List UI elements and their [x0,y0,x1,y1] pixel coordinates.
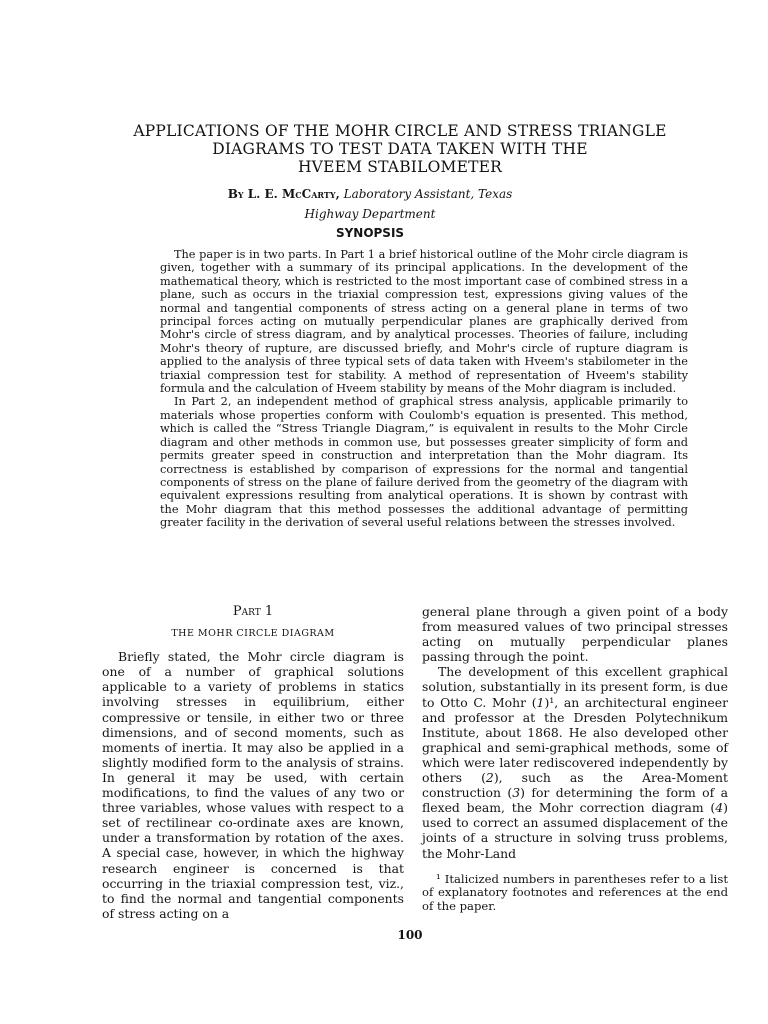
author-name: By L. E. McCarty, [227,187,340,201]
part-heading: Part 1 [232,604,274,619]
section-heading: THE MOHR CIRCLE DIAGRAM [171,628,335,640]
page-number: 100 [397,928,423,942]
author-role: Laboratory Assistant, Texas [343,187,513,201]
synopsis-body [160,248,688,530]
body-paragraph-continued: general plane through a given point of a body from measured values of two principal stresses acting on mutually perpendicular planes passing through the point. [422,604,728,665]
paper-title [120,122,680,176]
synopsis-paragraph-1: The paper is in two parts. In Part 1 a brief historical outline of the Mohr circle diagram is given, together with a summary of its principal applications. In the development of the mathematical theory, which is restricted to the most important case of combined stress in a plane, such as occurs in the triaxial compression test, expressions giving values of the normal and tangential components of stress acting on a general plane in terms of two principal forces acting on mutually perpendicular planes are graphically derived from Mohr's circle of stress diagram, and by analytical processes. Theories of failure, including Mohr's theory of rupture, are discussed briefly, and Mohr's circle of rupture diagram is applied to the analysis of three typical sets of data taken with Hveem's stabilometer in the triaxial compression test for stability. A method of representation of Hveem's stability formula and the calculation of Hveem stability by means of the Mohr diagram is included. [160,248,688,396]
footnote [422,873,728,914]
title-line-1: APPLICATIONS OF THE MOHR CIRCLE AND STRESS TRIANGLE [133,122,667,140]
reference-2: 2 [485,770,494,786]
left-column [102,604,404,921]
title-line-3: HVEEM STABILOMETER [297,158,503,176]
synopsis-heading: SYNOPSIS [335,226,405,240]
title-line-2: DIAGRAMS TO TEST DATA TAKEN WITH THE [212,140,588,158]
footnote-text: ¹ Italicized numbers in parentheses refer to a list of explanatory footnotes and references at the end of the paper. [422,871,728,913]
reference-3: 3 [512,785,521,801]
reference-1: 1 [536,694,545,710]
body-paragraph-mohr-history: The development of this excellent graphical solution, substantially in its present form, is due to Otto C. Mohr (1)¹, an architectural engineer and professor at the Dresden Polytechnikum Institute, about 1868. He also developed other graphical and semi-graphical methods, some of which were later rediscovered independently by others (2), such as the Area-Moment construction (3) for determining the form of a flexed beam, the Mohr correction diagram (4) used to correct an assumed displacement of the joints of a structure in solving truss problems, the Mohr-Land [422,664,729,861]
right-column [422,604,728,913]
reference-4: 4 [715,800,724,816]
synopsis-paragraph-2: In Part 2, an independent method of graphical stress analysis, applicable primarily to materials whose properties conform with Coulomb's equation is presented. This method, which is called the “Stress Triangle Diagram,” is equivalent in results to the Mohr Circle diagram and other methods in common use, but possesses greater simplicity of form and permits greater speed in construction and interpretation than the Mohr diagram. Its correctness is established by comparison of expressions for the normal and tangential components of stress on the plane of failure derived from the geometry of the diagram with equivalent expressions resulting from analytical operations. It is shown by contrast with the Mohr diagram that this method possesses the additional advantage of permitting greater facility in the derivation of several useful relations between the stresses involved. [160,395,688,530]
author-org: Highway Department [304,207,436,221]
body-paragraph: Briefly stated, the Mohr circle diagram is one of a number of graphical solutions applicable to a variety of problems in statics involving stresses in equilibrium, either compressive or tensile, in either two or three dimensions, and of second moments, such as moments of inertia. It may also be applied in a slightly modified form to the analysis of strains. In general it may be used, with certain modifications, to find the values of any two or three variables, whose values with respect to a set of rectilinear co-ordinate axes are known, under a transformation by rotation of the axes. A special case, however, in which the highway research engineer is concerned is that occurring in the triaxial compression test, viz., to find the normal and tangential components of stress acting on a [102,649,404,921]
byline [160,184,580,224]
